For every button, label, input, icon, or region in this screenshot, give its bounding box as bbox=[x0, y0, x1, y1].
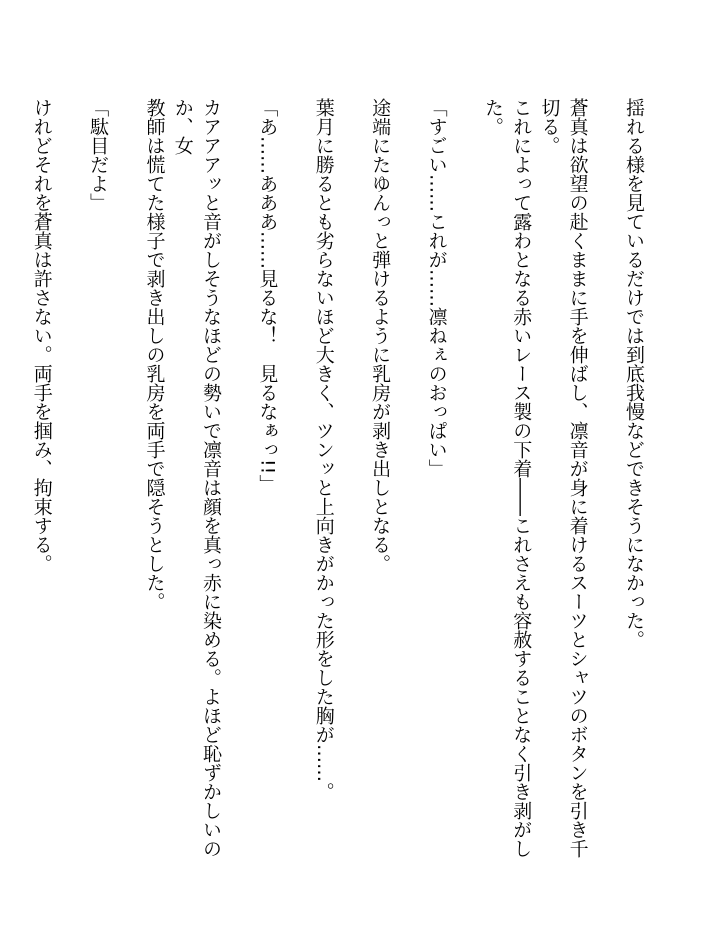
dialogue-line: 「あ……あああ……見るな！ 見るなぁっ!!」 bbox=[256, 98, 279, 494]
vertical-text-body bbox=[0, 98, 648, 868]
blank-line bbox=[451, 98, 479, 868]
blank-line bbox=[56, 98, 84, 868]
blank-line bbox=[592, 98, 620, 868]
text-line: これによって露わとなる赤いレース製の下着――これさえも容赦することなく引き剥がした。 bbox=[481, 98, 533, 858]
blank-line bbox=[0, 98, 28, 868]
blank-line bbox=[281, 98, 309, 868]
dialogue-line: 「駄目だよ」 bbox=[87, 98, 110, 212]
blank-line bbox=[338, 98, 366, 868]
blank-line bbox=[394, 98, 422, 868]
blank-line bbox=[225, 98, 253, 868]
blank-line bbox=[112, 98, 140, 868]
text-line: 途端にたゆんっと弾けるように乳房が剥き出しとなる。 bbox=[369, 98, 392, 573]
text-line: 蒼真は欲望の赴くままに手を伸ばし、凛音が身に着けるスーツとシャツのボタンを引き千切る。 bbox=[538, 98, 589, 858]
text-line: 葉月に勝るとも劣らないほど大きく、ツンッと上向きがかった形をした胸が……。 bbox=[312, 98, 335, 801]
text-line: 揺れる様を見ているだけでは到底我慢などできそうになかった。 bbox=[623, 98, 645, 649]
text-line: カアアアッと音がしそうなほどの勢いで凛音は顔を真っ赤に染める。よほど恥ずかしいのか、女 bbox=[171, 98, 222, 858]
text-line: けれどそれを蒼真は許さない。両手を掴み、拘束する。 bbox=[30, 98, 53, 573]
dialogue-line: 「すごい……これが……凛ねぇのおっぱい」 bbox=[425, 98, 448, 478]
text-line: 教師は慌てた様子で剥き出しの乳房を両手で隠そうとした。 bbox=[143, 98, 166, 611]
